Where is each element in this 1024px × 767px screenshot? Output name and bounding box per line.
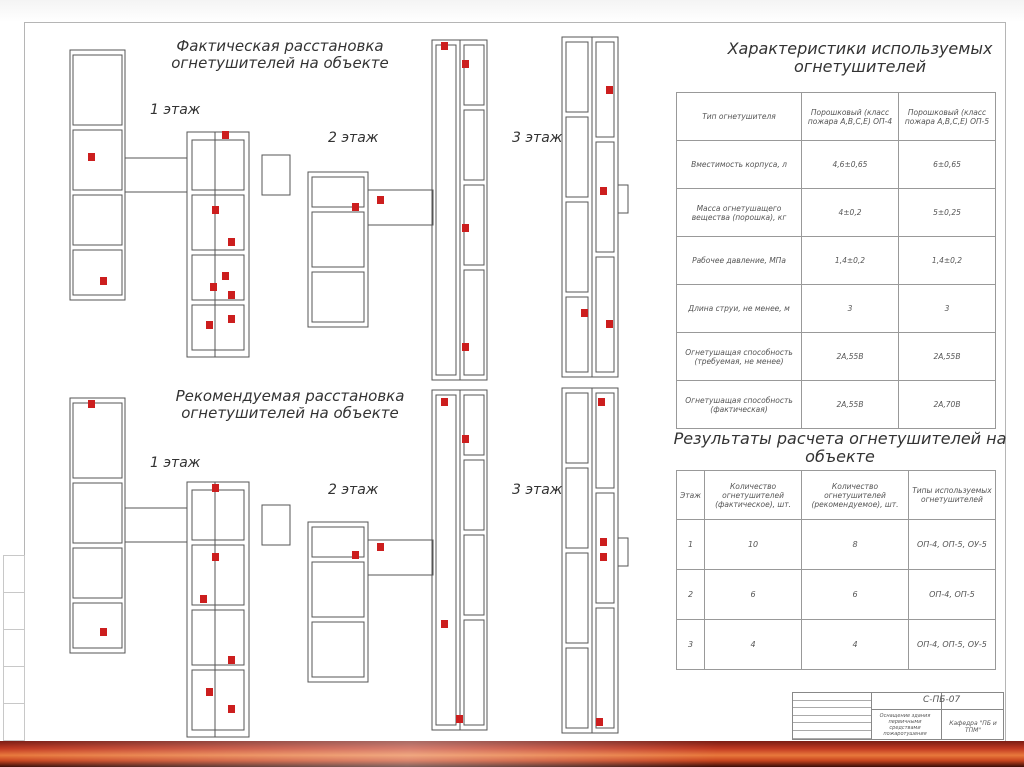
table-cell: 6: [704, 570, 801, 620]
table-cell: 4: [802, 620, 909, 670]
header-cell: Типы используемых огнетушителей: [908, 471, 995, 520]
table-cell: 4: [704, 620, 801, 670]
results-table: [676, 470, 996, 670]
floor-label-2-recommended: 2 этаж: [328, 482, 379, 498]
table-row: [677, 570, 996, 620]
table-cell: ОП-4, ОП-5: [908, 570, 995, 620]
drawing-description: Оснащение здания первичными средствами пожаротушения: [879, 713, 931, 737]
table-cell: 6±0,65: [899, 141, 996, 189]
table-cell: Длина струи, не менее, м: [677, 285, 802, 333]
characteristics-table: [676, 92, 996, 429]
title-results: Результаты расчета огнетушителей на объекте: [673, 429, 1007, 467]
floor-label-1-actual: 1 этаж: [150, 102, 201, 118]
table-cell: 2А,70В: [899, 381, 996, 429]
table-row: [677, 520, 996, 570]
plan-floor-1-actual: [70, 50, 290, 357]
table-row: [677, 237, 996, 285]
table-cell: 2: [677, 570, 705, 620]
table-header-row: [677, 471, 996, 520]
table-cell: 1,4±0,2: [899, 237, 996, 285]
table-cell: 1: [677, 520, 705, 570]
table-cell: ОП-4, ОП-5, ОУ-5: [908, 620, 995, 670]
plan-floor-1-recommended: [70, 398, 290, 737]
table-cell: 3: [802, 285, 899, 333]
table-cell: Огнетушащая способность (требуемая, не менее): [677, 333, 802, 381]
table-cell: 5±0,25: [899, 189, 996, 237]
table-cell: 6: [802, 570, 909, 620]
title-block-stamp: [792, 692, 1004, 740]
header-cell: Тип огнетушителя: [677, 93, 802, 141]
extinguisher-markers: [88, 42, 613, 726]
table-row: [677, 381, 996, 429]
table-row: [677, 189, 996, 237]
table-cell: 3: [677, 620, 705, 670]
table-cell: Рабочее давление, МПа: [677, 237, 802, 285]
plan-floor-2-actual: [308, 40, 487, 380]
header-cell: Этаж: [677, 471, 705, 520]
table-cell: 4,6±0,65: [802, 141, 899, 189]
floor-label-1-recommended: 1 этаж: [150, 455, 201, 471]
table-row: [677, 285, 996, 333]
table-row: [677, 141, 996, 189]
header-cell: Порошковый (класс пожара А,В,С,Е) ОП-4: [802, 93, 899, 141]
table-row: [677, 333, 996, 381]
header-cell: Количество огнетушителей (фактическое), шт.: [704, 471, 801, 520]
floor-label-3-actual: 3 этаж: [512, 130, 563, 146]
table-cell: Масса огнетушащего вещества (порошка), кг: [677, 189, 802, 237]
title-actual-placement: Фактическая расстановка огнетушителей на объекте: [171, 37, 389, 73]
header-cell: Порошковый (класс пожара А,В,С,Е) ОП-5: [899, 93, 996, 141]
plan-floor-2-recommended: [308, 390, 487, 730]
plan-floor-3-recommended: [562, 388, 628, 733]
table-row: [677, 620, 996, 670]
floor-label-3-recommended: 3 этаж: [512, 482, 563, 498]
title-recommended-placement: Рекомендуемая расстановка огнетушителей на объекте: [175, 387, 405, 423]
table-header-row: [677, 93, 996, 141]
department-label: Кафедра "ПБ и ТПМ": [949, 720, 997, 735]
table-cell: 1,4±0,2: [802, 237, 899, 285]
table-cell: ОП-4, ОП-5, ОУ-5: [908, 520, 995, 570]
table-cell: 8: [802, 520, 909, 570]
table-cell: 10: [704, 520, 801, 570]
table-cell: 4±0,2: [802, 189, 899, 237]
drawing-code: С-ПБ-07: [923, 695, 961, 705]
floor-label-2-actual: 2 этаж: [328, 130, 379, 146]
header-cell: Количество огнетушителей (рекомендуемое), шт.: [802, 471, 909, 520]
table-cell: Вместимость корпуса, л: [677, 141, 802, 189]
table-cell: 2А,55В: [802, 333, 899, 381]
table-cell: Огнетушащая способность (фактическая): [677, 381, 802, 429]
decorative-bottom-band: [0, 741, 1024, 767]
table-cell: 3: [899, 285, 996, 333]
table-cell: 2А,55В: [899, 333, 996, 381]
table-cell: 2А,55В: [802, 381, 899, 429]
plan-floor-3-actual: [562, 37, 628, 377]
title-characteristics: Характеристики используемых огнетушителей: [727, 39, 993, 77]
